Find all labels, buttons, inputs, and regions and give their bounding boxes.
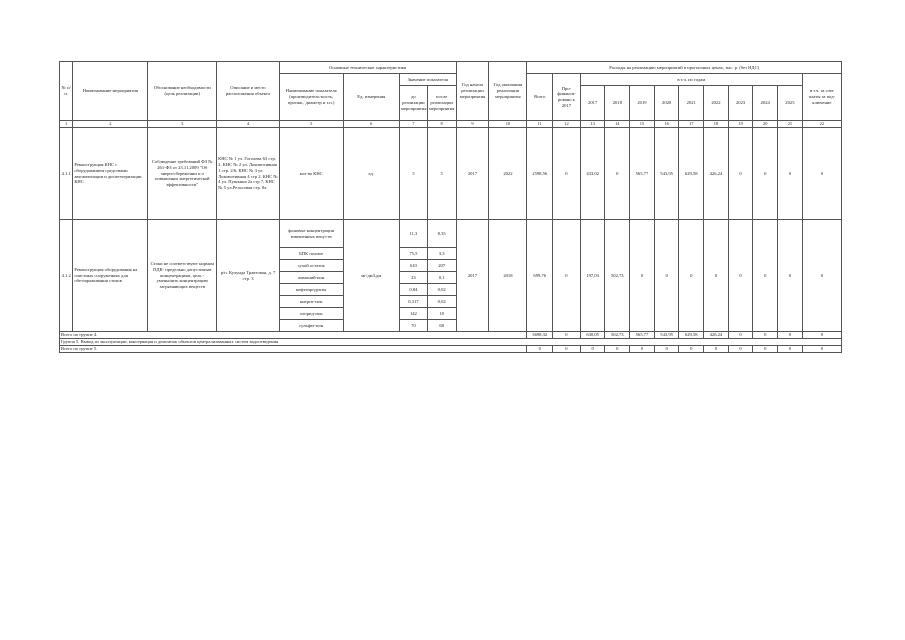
char-name: нитрит-ион [279, 296, 343, 308]
header-costs: Расходы на реализацию мероприятий в прогнозных ценах, тыс. р. (без НДС) [527, 62, 842, 74]
value-before: 610 [400, 260, 428, 272]
cost-total: 699,76 [527, 220, 553, 332]
cost-year: 0 [630, 220, 655, 332]
cost-year: 0 [728, 128, 753, 220]
cost-fees: 0 [802, 332, 841, 339]
header-year: 2018 [605, 86, 630, 121]
cost-year: 0 [753, 332, 778, 339]
header-year: 2019 [630, 86, 655, 121]
char-name: хлорид-ион [279, 308, 343, 320]
header-year: 2020 [654, 86, 679, 121]
cost-year: 0 [728, 220, 753, 332]
col-number: 12 [553, 121, 581, 128]
value-before: 70 [400, 320, 428, 332]
cost-fees: 0 [802, 346, 841, 353]
header-year: 2025 [778, 86, 803, 121]
cost-year: 630,05 [580, 332, 605, 339]
col-number: 1 [60, 121, 73, 128]
header-name: Наименование мероприятия [73, 62, 148, 121]
investment-table [59, 61, 842, 353]
cost-year: 0 [728, 332, 753, 339]
header-total: Всего [527, 74, 553, 121]
measure-name: Реконструкция КНС с оборудованием средствами автоматизации и диспетчеризации КНС [73, 128, 148, 220]
cost-year: 543,95 [654, 332, 679, 339]
row-number: 4.1.1 [60, 128, 73, 220]
cost-year: 0 [728, 346, 753, 353]
cost-year: 629,58 [679, 332, 704, 339]
col-number: 21 [778, 121, 803, 128]
cost-year: 0 [778, 332, 803, 339]
header-prefinanced: Про-финанси-ровано к 2017 [553, 74, 581, 121]
header-year-start: Год начала реализации мероприятия [456, 62, 489, 121]
header-val-after: после реализации мероприятия [427, 86, 456, 121]
cost-year: 0 [778, 220, 803, 332]
header-val-before: до реализации мероприятия [400, 86, 428, 121]
cost-year: 426,24 [704, 332, 729, 339]
value-after: 5 [427, 128, 456, 220]
col-number: 7 [400, 121, 428, 128]
cost-year: 543,95 [654, 128, 679, 220]
cost-year: 0 [778, 128, 803, 220]
cost-prefinanced: 0 [553, 332, 581, 339]
col-number: 19 [728, 121, 753, 128]
col-number: 3 [148, 121, 217, 128]
cost-year: 0 [679, 220, 704, 332]
cost-year: 502,73 [605, 332, 630, 339]
col-number: 4 [217, 121, 280, 128]
col-number: 5 [279, 121, 343, 128]
char-name: фоновые концентрации взвешенных вещ-ств [279, 220, 343, 248]
measure-desc: р/п. Кулунда Трактовая, д. 7 стр. 3 [217, 220, 280, 332]
group-total-label: Всего по группе 4. [60, 332, 527, 339]
cost-prefinanced: 0 [553, 346, 581, 353]
row-number: 4.1.2 [60, 220, 73, 332]
cost-year: 0 [704, 346, 729, 353]
col-number: 10 [489, 121, 527, 128]
char-unit: ед. [343, 128, 400, 220]
cost-year: 0 [605, 346, 630, 353]
char-unit: мг/дм3,дм [343, 220, 400, 332]
cost-year: 0 [679, 346, 704, 353]
cost-fees: 0 [802, 220, 841, 332]
value-before: 0,84 [400, 284, 428, 296]
cost-prefinanced: 0 [553, 220, 581, 332]
col-number: 16 [654, 121, 679, 128]
header-desc: Описание и место расположения объекта [217, 62, 280, 121]
cost-year: 433,02 [580, 128, 605, 220]
char-name: нефтепродукты [279, 284, 343, 296]
header-unit: Ед. измерения [343, 74, 400, 121]
cost-year: 502,73 [605, 220, 630, 332]
cost-year: 0 [630, 346, 655, 353]
value-after: 18 [427, 308, 456, 320]
header-char-name: Наименование показателя (производитель-ность, протяж., диаметр и т.п.) [279, 74, 343, 121]
char-name: аммоний-ион [279, 272, 343, 284]
value-after: 68 [427, 320, 456, 332]
value-after: 0,02 [427, 296, 456, 308]
cost-year: 0 [580, 346, 605, 353]
cost-year: 0 [753, 220, 778, 332]
col-number: 2 [73, 121, 148, 128]
value-after: 0,02 [427, 284, 456, 296]
header-incl-fees: в т.ч. за счет платы за под-ключение [802, 74, 841, 121]
cost-year: 0 [753, 128, 778, 220]
header-incl-years: в т.ч. по годам [580, 74, 802, 86]
cost-year: 426,24 [704, 128, 729, 220]
value-after: 207 [427, 260, 456, 272]
cost-year: 0 [654, 220, 679, 332]
col-number: 20 [753, 121, 778, 128]
header-year: 2022 [704, 86, 729, 121]
value-after: 3,3 [427, 248, 456, 260]
header-year: 2023 [728, 86, 753, 121]
measure-name: Реконструкция оборудования на очистных сооружениях для обеззараживания стоков [73, 220, 148, 332]
group-total-row [60, 332, 842, 339]
col-number: 9 [456, 121, 489, 128]
col-number: 22 [802, 121, 841, 128]
measure-desc: КНС № 1 ул. Гоголева 63 стр. 2, КНС № 2 ул. Локомотивная 1 стр. 2/6, КНС № 3 ул. Локомотивная 4 стр 2, КНС № 4 ул. Пушкина 2а стр 7, КНС № 5 ул.Рельсовая стр. 8а [217, 128, 280, 220]
char-name: сульфат-ион [279, 320, 343, 332]
cost-year: 0 [605, 128, 630, 220]
col-number: 13 [580, 121, 605, 128]
cost-year: 0 [753, 346, 778, 353]
col-number: 18 [704, 121, 729, 128]
group-total-label: Всего по группе 5. [60, 346, 527, 353]
col-number: 17 [679, 121, 704, 128]
col-number: 15 [630, 121, 655, 128]
cost-total: 0 [527, 346, 553, 353]
value-before: 11,3 [400, 220, 428, 248]
char-name: сухой остаток [279, 260, 343, 272]
group-heading-row [60, 339, 842, 346]
cost-year: 0 [654, 346, 679, 353]
header-year: 2024 [753, 86, 778, 121]
cost-prefinanced: 0 [553, 128, 581, 220]
table-row [60, 128, 842, 220]
year-end: 2022 [489, 128, 527, 220]
table-row [60, 220, 842, 248]
value-before: 75,5 [400, 248, 428, 260]
cost-year: 565,77 [630, 332, 655, 339]
value-after: 8,35 [427, 220, 456, 248]
cost-total: 2598,56 [527, 128, 553, 220]
col-number: 6 [343, 121, 400, 128]
value-before: 23 [400, 272, 428, 284]
cost-year: 629,58 [679, 128, 704, 220]
group-heading: Группа 5. Вывод из эксплуатации, консервация и демонтаж объектов централизованных систем водоотведения [60, 339, 842, 346]
header-num: № п/п. [60, 62, 73, 121]
header-values: Значение показателя [400, 74, 457, 86]
char-name: кол-во КНС [279, 128, 343, 220]
cost-total: 3698,32 [527, 332, 553, 339]
year-end: 2018 [489, 220, 527, 332]
cost-year: 197,03 [580, 220, 605, 332]
char-name: БПК полное [279, 248, 343, 260]
header-need: Обоснование необходимости (цель реализации) [148, 62, 217, 121]
year-start: 2017 [456, 128, 489, 220]
value-before: 142 [400, 308, 428, 320]
cost-year: 565,77 [630, 128, 655, 220]
col-number: 8 [427, 121, 456, 128]
value-before: 5 [400, 128, 428, 220]
group-total-row [60, 346, 842, 353]
header-main-chars: Основные технические характеристики [279, 62, 456, 74]
col-number: 14 [605, 121, 630, 128]
col-number: 11 [527, 121, 553, 128]
cost-year: 0 [778, 346, 803, 353]
value-after: 0,1 [427, 272, 456, 284]
cost-year: 0 [704, 220, 729, 332]
header-year: 2021 [679, 86, 704, 121]
cost-fees: 0 [802, 128, 841, 220]
header-year-end: Год окончания реализации мероприятия [489, 62, 527, 121]
year-start: 2017 [456, 220, 489, 332]
measure-need: Соблюдение требований ФЗ № 261-ФЗ от 23.11.2009 "Об энергосбережении и о повышении энергетической эффективности" [148, 128, 217, 220]
header-year: 2017 [580, 86, 605, 121]
measure-need: Стоки не соответствуют нормам ПДК- предельно допустимым концентрациям, цель - уменьшить концентрацию загрязняющих веществ [148, 220, 217, 332]
value-before: 0,317 [400, 296, 428, 308]
